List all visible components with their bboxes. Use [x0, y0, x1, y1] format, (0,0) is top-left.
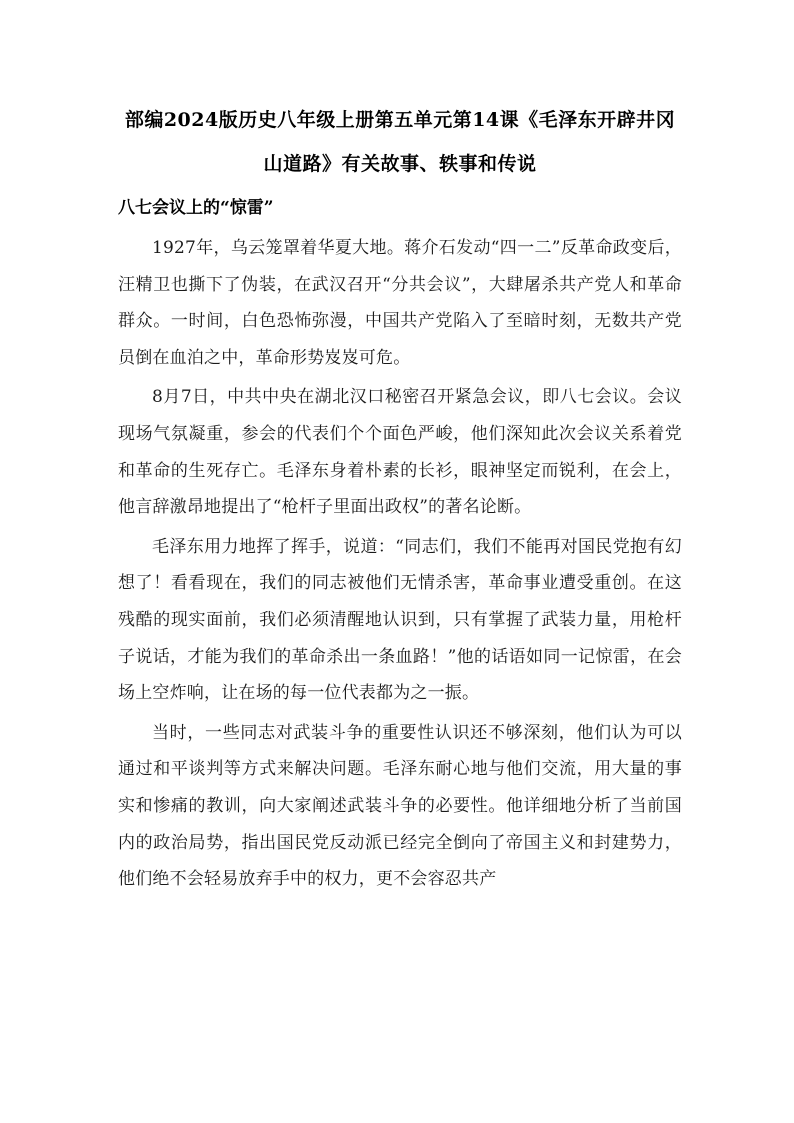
document-title: 部编2024版历史八年级上册第五单元第14课《毛泽东开辟井冈山道路》有关故事、轶事和传说: [124, 109, 676, 175]
paragraph-1: 1927年，乌云笼罩着华夏大地。蒋介石发动“四一二”反革命政变后，汪精卫也撕下了伪装，在武汉召开“分共会议”，大肆屠杀共产党人和革命群众。一时间，白色恐怖弥漫，中国共产党陷入了至暗时刻，无数共产党员倒在血泊之中，革命形势岌岌可危。: [118, 238, 682, 368]
section-heading: 八七会议上的“惊雷”: [118, 198, 274, 218]
paragraph-3: 毛泽东用力地挥了挥手，说道：“同志们，我们不能再对国民党抱有幻想了！看看现在，我们的同志被他们无情杀害，革命事业遭受重创。在这残酷的现实面前，我们必须清醒地认识到，只有掌握了武装力量，用枪杆子说话，才能为我们的革命杀出一条血路！”他的话语如同一记惊雷，在会场上空炸响，让在场的每一位代表都为之一振。: [118, 536, 682, 704]
paragraph-2: 8月7日，中共中央在湖北汉口秘密召开紧急会议，即八七会议。会议现场气氛凝重，参会的代表们个个面色严峻，他们深知此次会议关系着党和革命的生死存亡。毛泽东身着朴素的长衫，眼神坚定而锐利，在会上，他言辞激昂地提出了“枪杆子里面出政权”的著名论断。: [118, 387, 682, 518]
paragraph-4: 当时，一些同志对武装斗争的重要性认识还不够深刻，他们认为可以通过和平谈判等方式来解决问题。毛泽东耐心地与他们交流，用大量的事实和惨痛的教训，向大家阐述武装斗争的必要性。他详细地分析了当前国内的政治局势，指出国民党反动派已经完全倒向了帝国主义和封建势力，他们绝不会轻易放弃手中的权力，更不会容忍共产: [118, 722, 682, 890]
